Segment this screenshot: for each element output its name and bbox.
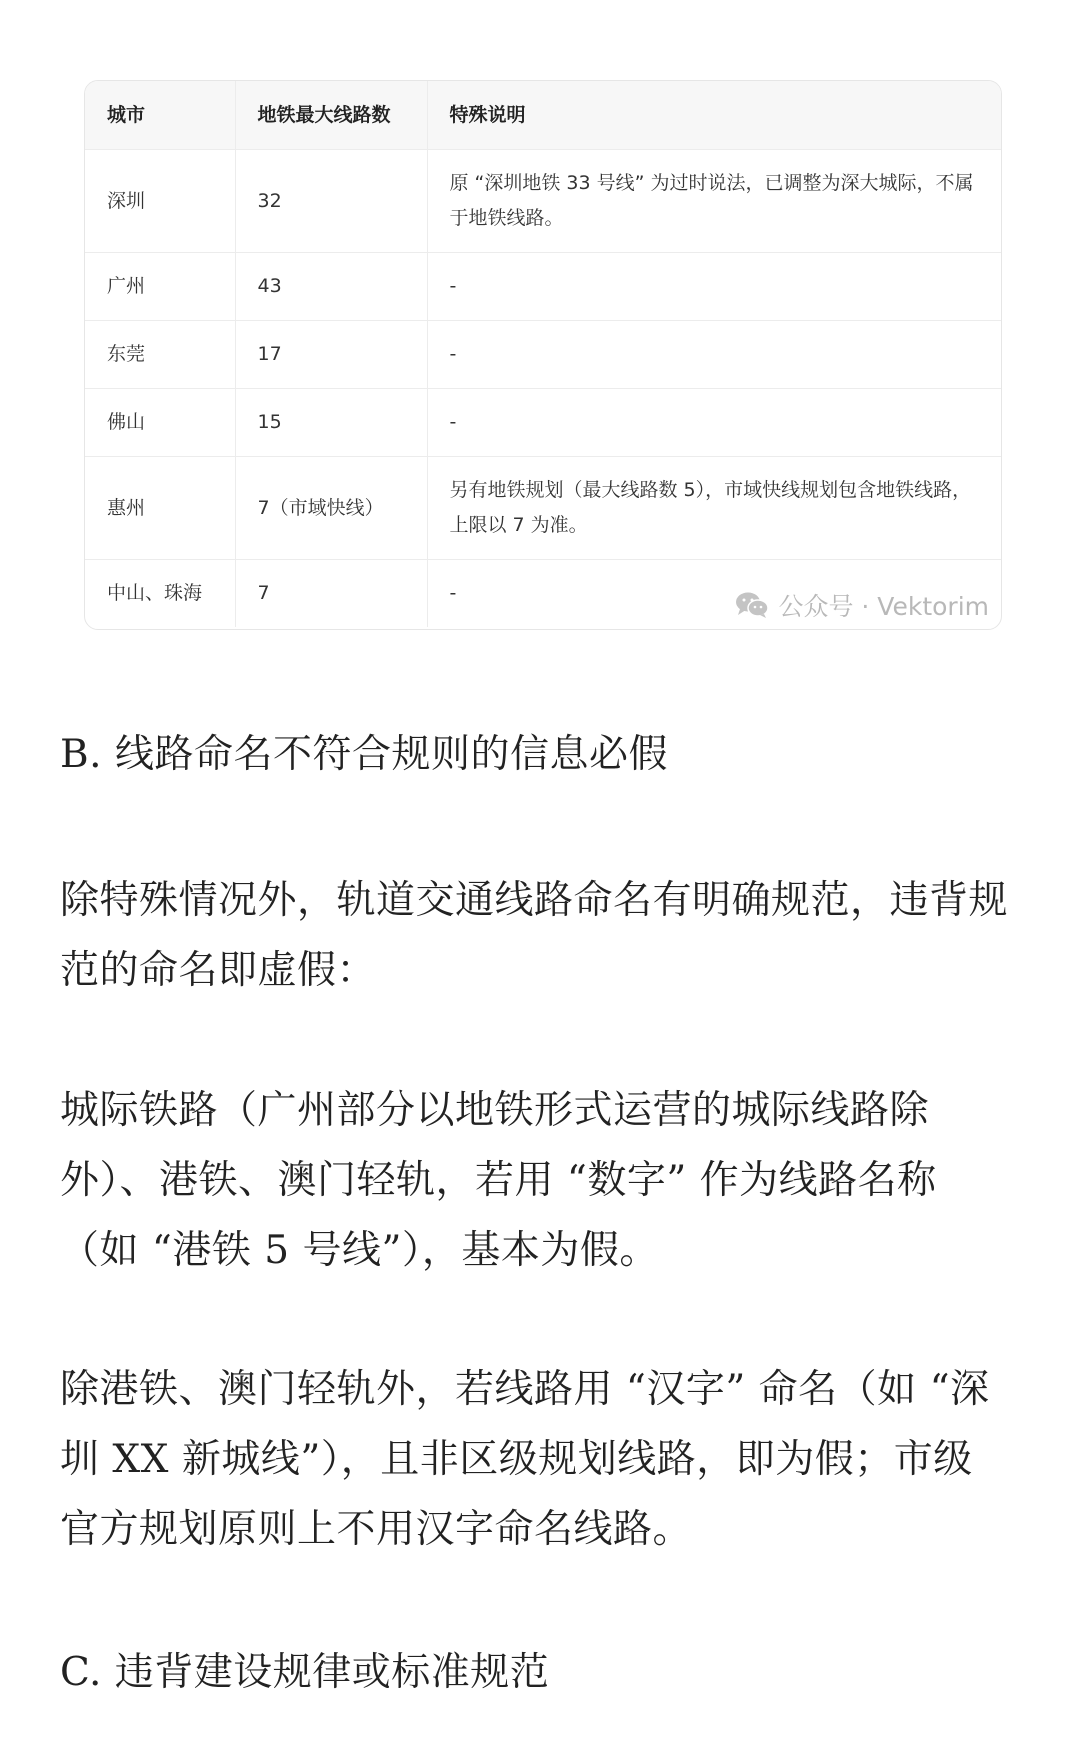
- header-max-lines: 地铁最大线路数: [235, 81, 427, 150]
- heading-c: C. 违背建设规律或标准规范: [60, 1650, 550, 1695]
- cell-note: -: [427, 253, 1001, 321]
- cell-note: 另有地铁规划（最大线路数 5），市域快线规划包含地铁线路，上限以 7 为准。: [427, 457, 1001, 560]
- table-row: [85, 457, 1001, 560]
- cell-note: -: [427, 321, 1001, 389]
- cell-note: 原 “深圳地铁 33 号线” 为过时说法，已调整为深大城际，不属于地铁线路。: [427, 150, 1001, 253]
- cell-max-lines: 17: [235, 321, 427, 389]
- paragraph-numeric-names: 城际铁路（广州部分以地铁形式运营的城际线路除外）、港铁、澳门轻轨，若用 “数字” 作为线路名称（如 “港铁 5 号线”），基本为假。: [60, 1088, 937, 1273]
- cell-city: 深圳: [85, 150, 235, 253]
- table-row: [85, 321, 1001, 389]
- cell-note: -: [427, 389, 1001, 457]
- cell-max-lines: 7: [235, 560, 427, 627]
- watermark: [734, 587, 989, 623]
- cell-max-lines: 43: [235, 253, 427, 321]
- table-header-row: [85, 81, 1001, 150]
- cell-city: 佛山: [85, 389, 235, 457]
- cell-note: -: [449, 581, 457, 604]
- paragraph-chinese-names: 除港铁、澳门轻轨外，若线路用 “汉字” 命名（如 “深圳 XX 新城线”），且非区级规划线路，即为假；市级官方规划原则上不用汉字命名线路。: [60, 1367, 990, 1552]
- cell-city: 中山、珠海: [85, 560, 235, 627]
- cell-max-lines: 32: [235, 150, 427, 253]
- metro-lines-table: [85, 81, 1001, 627]
- table-row: [85, 389, 1001, 457]
- table-row: [85, 150, 1001, 253]
- cell-max-lines: 15: [235, 389, 427, 457]
- metro-lines-table-card: [84, 80, 1002, 630]
- watermark-text: 公众号 · Vektorim: [778, 592, 989, 621]
- paragraph-naming-rules: 除特殊情况外，轨道交通线路命名有明确规范，违背规范的命名即虚假：: [60, 878, 1009, 993]
- heading-b: B. 线路命名不符合规则的信息必假: [60, 732, 668, 777]
- cell-city: 广州: [85, 253, 235, 321]
- cell-max-lines: 7（市域快线）: [235, 457, 427, 560]
- table-row: [85, 253, 1001, 321]
- cell-city: 东莞: [85, 321, 235, 389]
- header-note: 特殊说明: [427, 81, 1001, 150]
- header-city: 城市: [85, 81, 235, 150]
- cell-city: 惠州: [85, 457, 235, 560]
- wechat-icon: [734, 591, 770, 619]
